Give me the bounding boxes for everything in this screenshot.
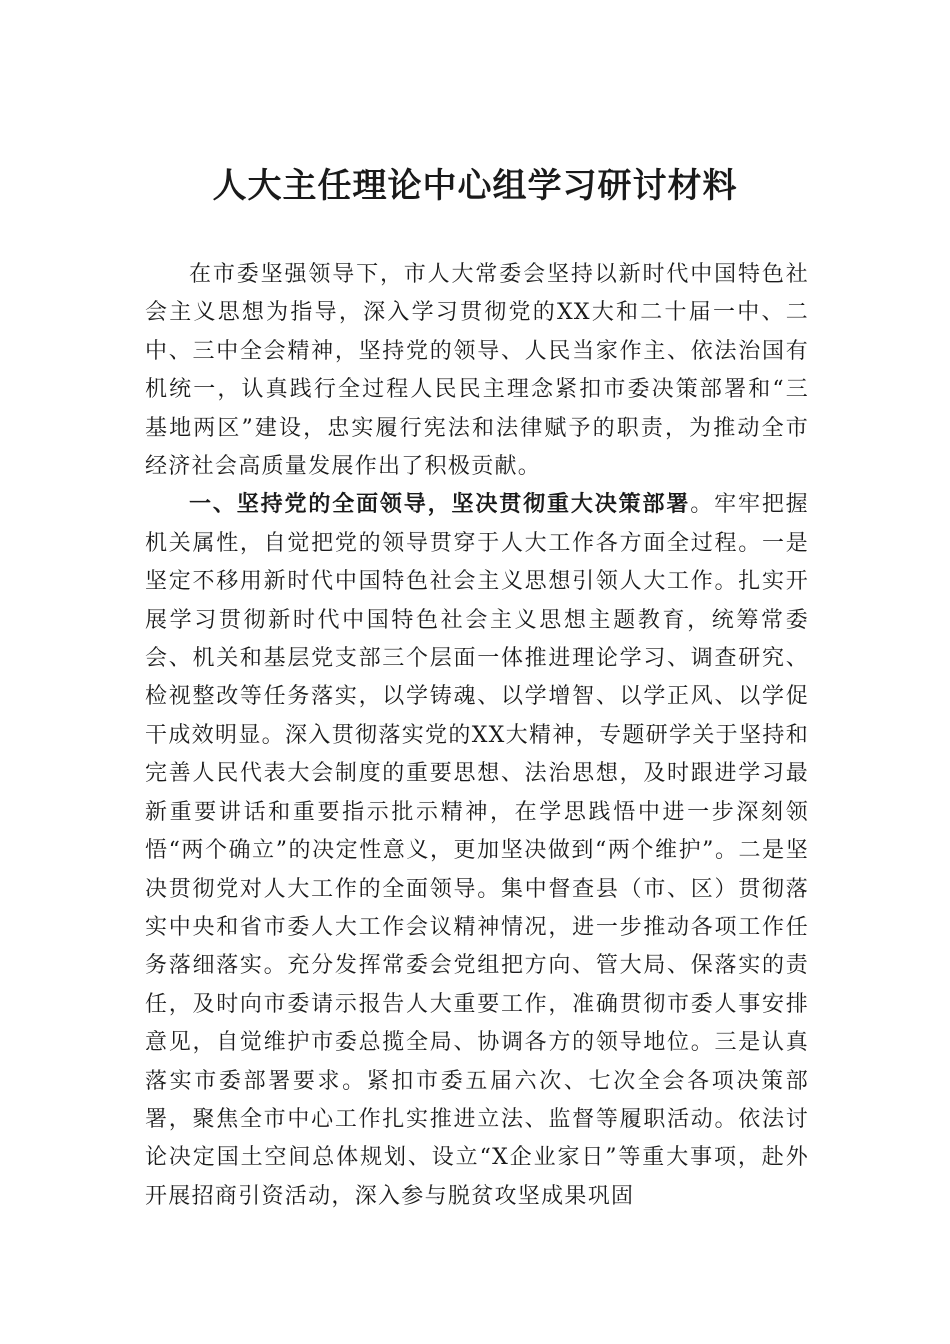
intro-paragraph	[145, 256, 809, 486]
section-one-heading: 一、坚持党的全面领导，坚决贯彻重大决策部署	[189, 492, 691, 518]
section-one-text: 。牢牢把握机关属性，自觉把党的领导贯穿于人大工作各方面全过程。一是坚定不移用新时代中国特色社会主义思想引领人大工作。扎实开展学习贯彻新时代中国特色社会主义思想主题教育，统筹常委会、机关和基层党支部三个层面一体推进理论学习、调查研究、检视整改等任务落实，以学铸魂、以学增智、以学正风、以学促干成效明显。深入贯彻落实党的XX大精神，专题研学关于坚持和完善人民代表大会制度的重要思想、法治思想，及时跟进学习最新重要讲话和重要指示批示精神，在学思践悟中进一步深刻领悟“两个确立”的决定性意义，更加坚决做到“两个维护”。二是坚决贯彻党对人大工作的全面领导。集中督查县（市、区）贯彻落实中央和省市委人大工作会议精神情况，进一步推动各项工作任务落细落实。充分发挥常委会党组把方向、管大局、保落实的责任，及时向市委请示报告人大重要工作，准确贯彻市委人事安排意见，自觉维护市委总揽全局、协调各方的领导地位。三是认真落实市委部署要求。紧扣市委五届六次、七次全会各项决策部署，聚焦全市中心工作扎实推进立法、监督等履职活动。依法讨论决定国土空间总体规划、设立“X企业家日”等重大事项，赴外开展招商引资活动，深入参与脱贫攻坚成果巩固	[145, 492, 809, 1209]
document-body	[145, 256, 809, 1216]
intro-paragraph-text: 在市委坚强领导下，市人大常委会坚持以新时代中国特色社会主义思想为指导，深入学习贯彻党的XX大和二十届一中、二中、三中全会精神，坚持党的领导、人民当家作主、依法治国有机统一，认真践行全过程人民民主理念紧扣市委决策部署和“三基地两区”建设，忠实履行宪法和法律赋予的职责，为推动全市经济社会高质量发展作出了积极贡献。	[145, 262, 809, 480]
document-title: 人大主任理论中心组学习研讨材料	[212, 166, 738, 206]
section-one-paragraph	[145, 486, 809, 1216]
